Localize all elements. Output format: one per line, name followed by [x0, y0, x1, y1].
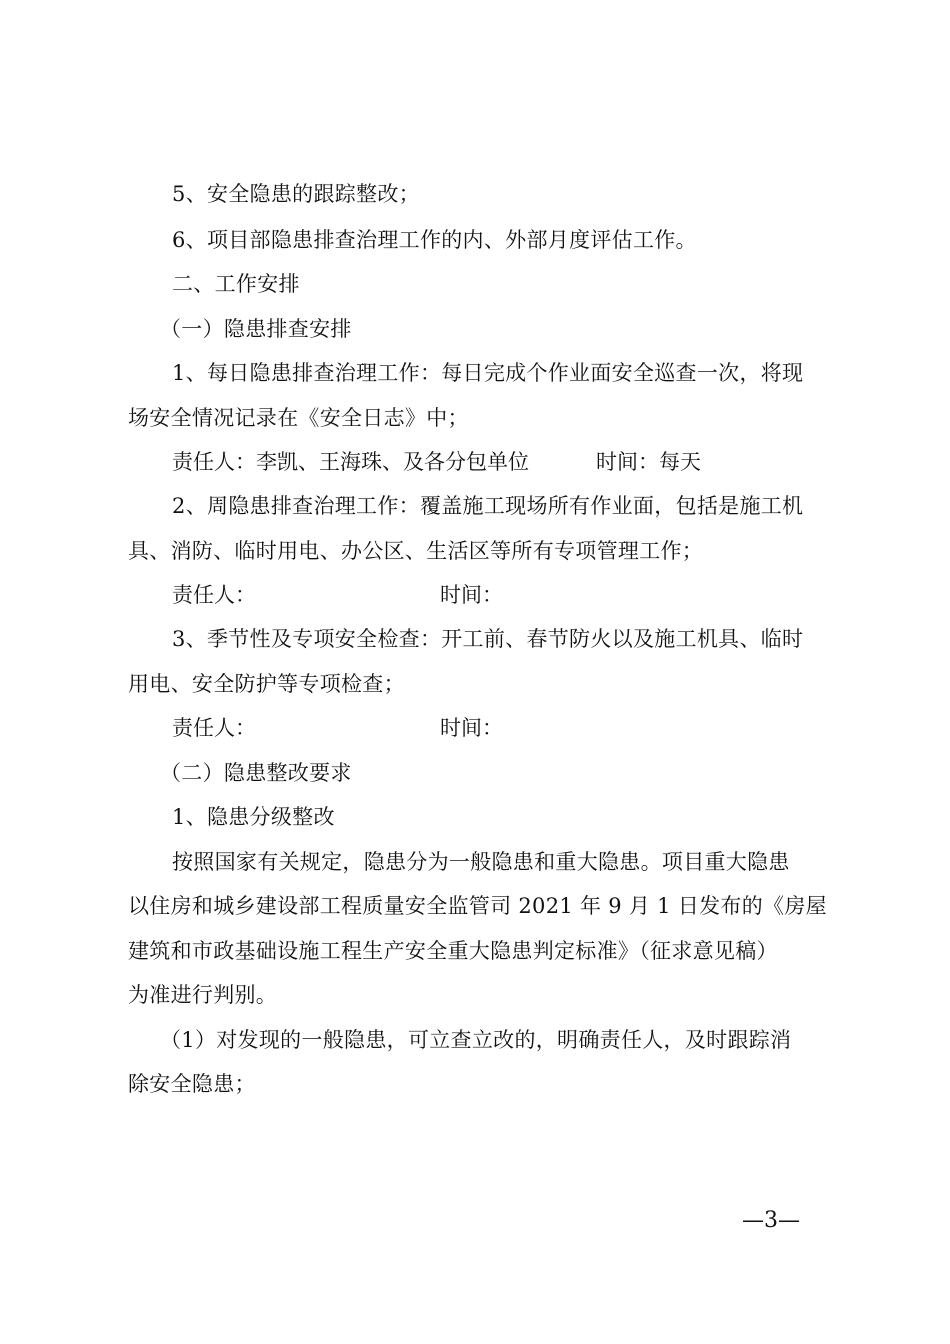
subsection-heading-inspection: （一）隐患排查安排: [160, 317, 352, 341]
responsibility-time-1: 时间：每天: [596, 450, 701, 474]
responsibility-person-3: 责任人：: [172, 716, 256, 740]
list-item-evaluation: 6、项目部隐患排查治理工作的内、外部月度评估工作。: [172, 228, 697, 252]
paragraph-seasonal-inspection: 3、季节性及专项安全检查：开工前、春节防火以及施工机具、临时: [172, 627, 804, 651]
paragraph-hazard-classification-cont-2: 建筑和市政基础设施工程生产安全重大隐患判定标准》（征求意见稿）: [128, 939, 778, 963]
responsibility-time-2: 时间：: [440, 583, 503, 607]
paragraph-general-hazard-cont: 除安全隐患；: [128, 1072, 256, 1096]
responsibility-time-3: 时间：: [440, 716, 503, 740]
list-item-tracking: 5、安全隐患的跟踪整改；: [172, 182, 420, 206]
paragraph-hazard-classification-cont-1: 以住房和城乡建设部工程质量安全监管司 2021 年 9 月 1 日发布的《房屋: [128, 894, 827, 918]
paragraph-hazard-classification: 按照国家有关规定，隐患分为一般隐患和重大隐患。项目重大隐患: [172, 850, 790, 874]
paragraph-weekly-inspection: 2、周隐患排查治理工作：覆盖施工现场所有作业面，包括是施工机: [172, 494, 804, 518]
paragraph-daily-inspection-cont: 场安全情况记录在《安全日志》中；: [128, 406, 469, 430]
paragraph-general-hazard: （1）对发现的一般隐患，可立查立改的，明确责任人，及时跟踪消: [160, 1028, 792, 1052]
paragraph-daily-inspection: 1、每日隐患排查治理工作：每日完成个作业面安全巡查一次，将现: [172, 361, 804, 385]
responsibility-person-2: 责任人：: [172, 583, 256, 607]
paragraph-weekly-inspection-cont: 具、消防、临时用电、办公区、生活区等所有专项管理工作；: [128, 539, 704, 563]
subsection-heading-rectification: （二）隐患整改要求: [160, 761, 352, 785]
section-heading-work-arrangement: 二、工作安排: [172, 272, 300, 296]
paragraph-hazard-classification-cont-3: 为准进行判别。: [128, 983, 278, 1007]
page-number: —3—: [742, 1208, 800, 1233]
paragraph-seasonal-inspection-cont: 用电、安全防护等专项检查；: [128, 672, 405, 696]
responsibility-person-1: 责任人：李凯、王海珠、及各分包单位: [172, 450, 529, 474]
list-item-graded-rectification: 1、隐患分级整改: [172, 805, 335, 829]
